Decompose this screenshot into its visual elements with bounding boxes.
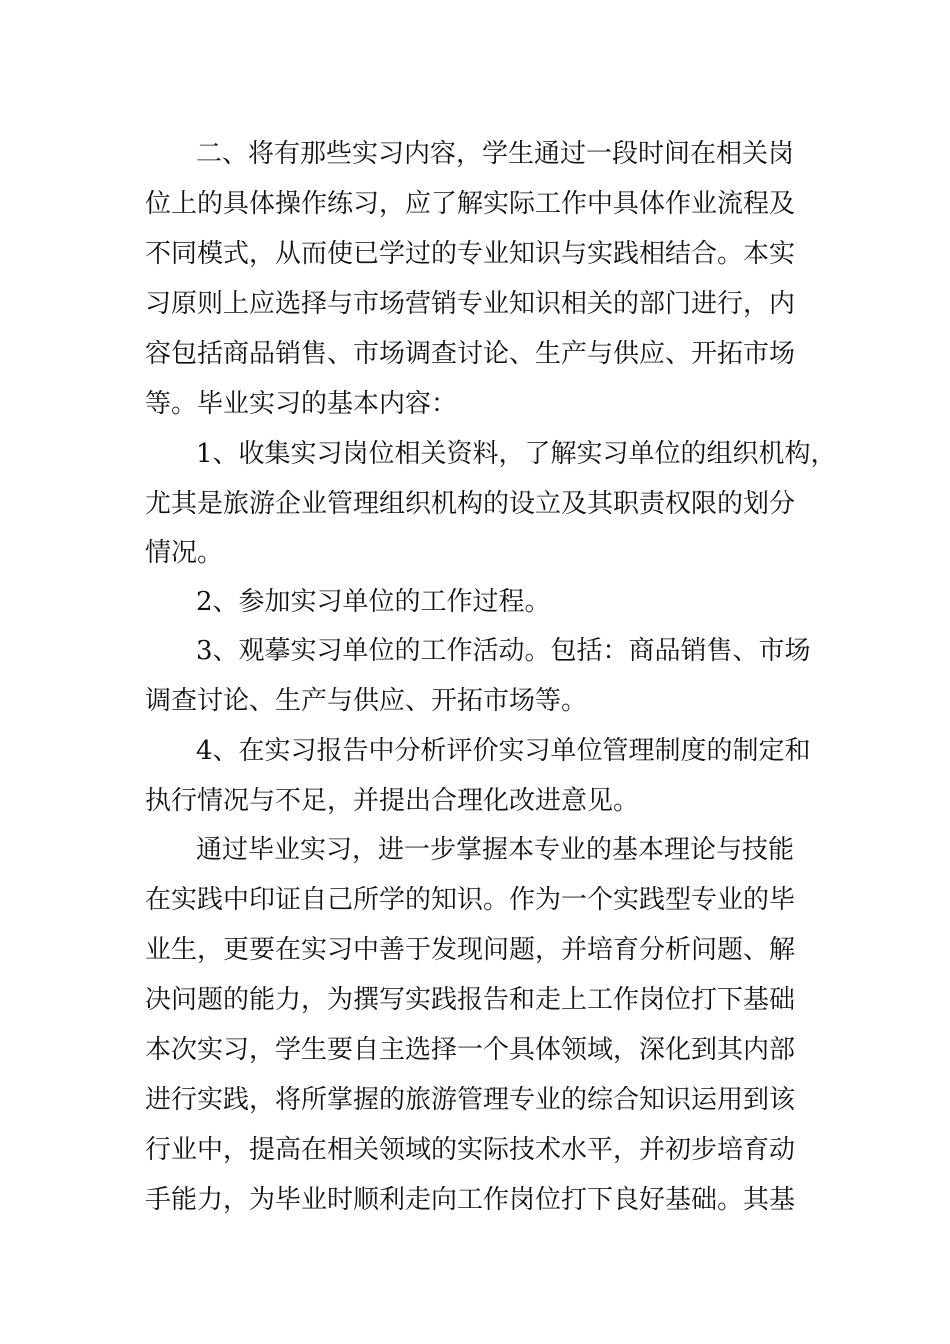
text-line: 通过毕业实习，进一步掌握本专业的基本理论与技能 bbox=[196, 835, 795, 865]
text-line: 在实践中印证自己所学的知识。作为一个实践型专业的毕 bbox=[145, 885, 796, 915]
text-line: 业生，更要在实习中善于发现问题，并培育分析问题、解 bbox=[145, 935, 796, 965]
text-line: 位上的具体操作练习，应了解实际工作中具体作业流程及 bbox=[145, 189, 796, 219]
text-line: 容包括商品销售、市场调查讨论、生产与供应、开拓市场 bbox=[145, 339, 796, 369]
text-line: 本次实习，学生要自主选择一个具体领域，深化到其内部 bbox=[145, 1035, 796, 1065]
text-line: 等。毕业实习的基本内容： bbox=[145, 389, 458, 419]
list-item-line: 执行情况与不足，并提出合理化改进意见。 bbox=[145, 786, 640, 816]
text-line: 行业中，提高在相关领域的实际技术水平，并初步培育动 bbox=[145, 1135, 796, 1165]
list-item-line: 1、收集实习岗位相关资料，了解实习单位的组织机构， bbox=[196, 439, 837, 469]
list-item-line: 尤其是旅游企业管理组织机构的设立及其职责权限的划分 bbox=[145, 489, 796, 519]
list-item-line: 3、观摹实习单位的工作活动。包括：商品销售、市场 bbox=[196, 636, 811, 666]
list-item-line: 情况。 bbox=[145, 538, 224, 568]
list-item-line: 2、参加实习单位的工作过程。 bbox=[196, 587, 551, 617]
list-item-line: 调查讨论、生产与供应、开拓市场等。 bbox=[145, 686, 588, 716]
text-line: 进行实践，将所掌握的旅游管理专业的综合知识运用到该 bbox=[145, 1085, 796, 1115]
text-line: 不同模式，从而使已学过的专业知识与实践相结合。本实 bbox=[145, 239, 796, 269]
text-line: 决问题的能力，为撰写实践报告和走上工作岗位打下基础 bbox=[145, 985, 796, 1015]
text-line: 手能力，为毕业时顺利走向工作岗位打下良好基础。其基 bbox=[145, 1185, 796, 1215]
text-line: 习原则上应选择与市场营销专业知识相关的部门进行，内 bbox=[145, 289, 796, 319]
text-line: 二、将有那些实习内容，学生通过一段时间在相关岗 bbox=[196, 139, 795, 169]
list-item-line: 4、在实习报告中分析评价实习单位管理制度的制定和 bbox=[196, 736, 811, 766]
